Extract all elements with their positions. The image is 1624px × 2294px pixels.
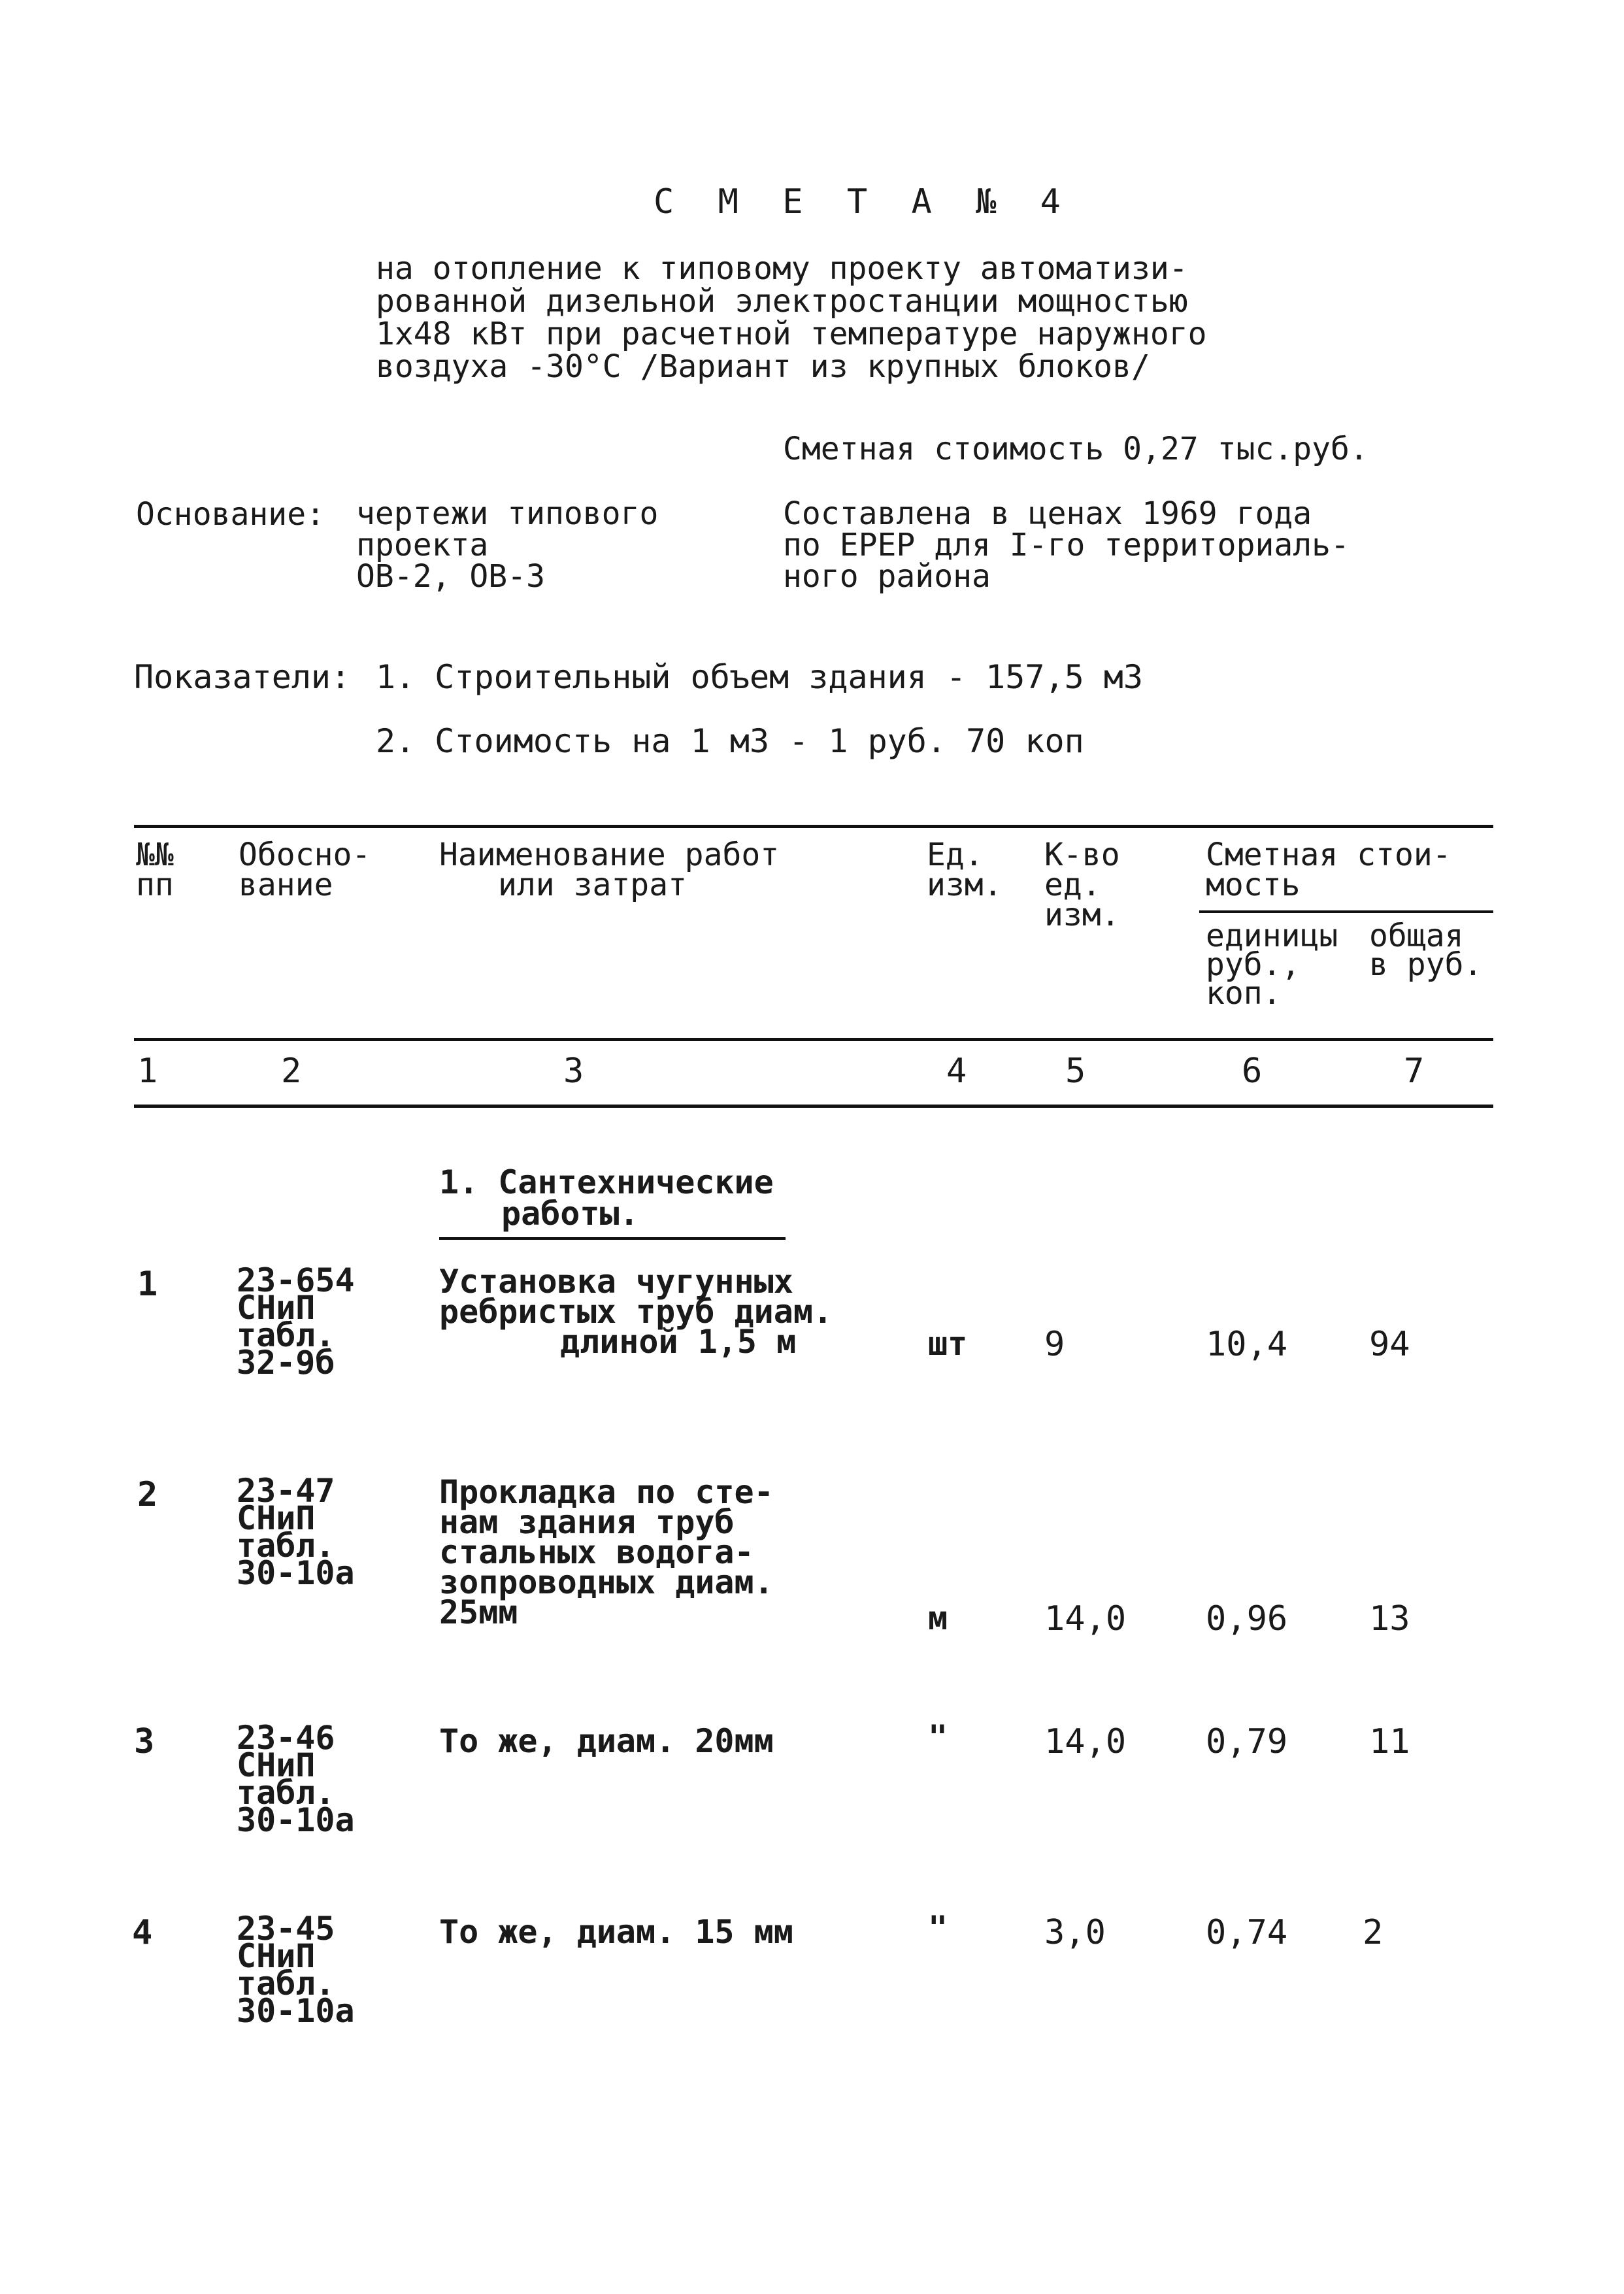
row-unit-cost: 0,96 [1206, 1599, 1288, 1638]
row-qty: 14,0 [1044, 1599, 1127, 1638]
row-unit-cost: 0,74 [1206, 1913, 1288, 1952]
row-num: 1 [137, 1265, 158, 1304]
compiled-line: Составлена в ценах 1969 года [783, 495, 1312, 532]
col-number: 3 [563, 1052, 584, 1091]
row-total: 11 [1369, 1722, 1410, 1761]
col-number: 1 [137, 1052, 158, 1091]
basis-line: табл. [237, 1774, 335, 1812]
row-total: 94 [1369, 1325, 1410, 1364]
row-unit: " [928, 1909, 948, 1947]
row-unit: " [928, 1718, 948, 1756]
subtitle-line: рованной дизельной электростанции мощностью [376, 283, 1188, 320]
row-total: 2 [1363, 1913, 1384, 1952]
header-text: Наименование работ [439, 837, 780, 873]
name-line: длиной 1,5 м [560, 1323, 797, 1361]
header-text: пп [136, 867, 174, 903]
basis-line: СНиП [237, 1499, 316, 1537]
basis-line: ОВ-2, ОВ-3 [356, 558, 545, 595]
row-qty: 3,0 [1044, 1913, 1106, 1952]
header-unit [927, 837, 1003, 903]
compiled-line: ного района [783, 558, 991, 595]
section-title-line: работы. [501, 1195, 639, 1233]
subtitle-line: воздуха -30°С /Вариант из крупных блоков/ [376, 348, 1150, 385]
header-text: изм. [1044, 897, 1120, 933]
basis-line: 30-10а [237, 1801, 355, 1839]
header-unit-cost [1206, 918, 1338, 1012]
header-total [1369, 918, 1483, 983]
row-unit: м [928, 1599, 948, 1637]
basis-line: 23-46 [237, 1719, 335, 1757]
row-num: 2 [137, 1475, 158, 1514]
header-text: изм. [927, 867, 1003, 903]
table-top-rule [134, 825, 1493, 828]
document-title: С М Е Т А № 4 [654, 182, 1072, 222]
header-text: коп. [1206, 975, 1282, 1012]
estimated-cost: Сметная стоимость 0,27 тыс.руб. [783, 431, 1368, 467]
indicator-item: 1. Строительный объем здания - 157,5 м3 [376, 658, 1143, 696]
basis-line: 23-47 [237, 1472, 335, 1510]
row-unit: шт [928, 1325, 968, 1363]
row-basis [237, 1719, 355, 1839]
basis-line: чертежи типового [356, 495, 659, 532]
header-basis [239, 837, 371, 903]
header-text: Обосно- [239, 837, 371, 873]
row-unit-cost: 0,79 [1206, 1722, 1288, 1761]
row-qty: 9 [1044, 1325, 1065, 1364]
compiled-text [783, 495, 1350, 595]
header-text: ед. [1044, 867, 1101, 903]
subtitle-line: на отопление к типовому проекту автоматизи- [376, 250, 1188, 287]
header-text: Сметная стои- [1206, 837, 1451, 873]
basis-line: СНиП [237, 1937, 316, 1975]
indicator-item: 2. Стоимость на 1 м3 - 1 руб. 70 коп [376, 722, 1084, 760]
basis-line: табл. [237, 1527, 335, 1565]
row-num: 4 [132, 1913, 153, 1952]
header-bottom-rule [134, 1038, 1493, 1041]
basis-line: 23-45 [237, 1910, 335, 1948]
basis-line: табл. [237, 1316, 335, 1354]
header-text: руб., [1206, 946, 1301, 983]
basis-line: 23-654 [237, 1261, 355, 1299]
name-line: зопроводных диам. [439, 1563, 774, 1601]
section-title [439, 1163, 774, 1233]
subtitle-line: 1х48 кВт при расчетной температуре наружного [376, 316, 1207, 352]
header-text: мость [1206, 867, 1301, 903]
section-underline [439, 1237, 786, 1240]
header-text: №№ [136, 837, 174, 873]
header-name [439, 837, 780, 903]
header-text: вание [239, 867, 333, 903]
document-subtitle [376, 252, 1207, 383]
header-text: общая [1369, 918, 1464, 954]
name-line: стальных водога- [439, 1533, 754, 1571]
row-basis [237, 1261, 355, 1382]
indicators-label: Показатели: [134, 658, 351, 696]
header-qty [1044, 837, 1120, 933]
row-name: То же, диам. 20мм [439, 1722, 774, 1760]
col-number: 7 [1404, 1052, 1425, 1091]
compiled-line: по ЕРЕР для I-го территориаль- [783, 527, 1350, 563]
name-line: нам здания труб [439, 1503, 735, 1541]
basis-line: табл. [237, 1965, 335, 2003]
row-total: 13 [1369, 1599, 1410, 1638]
row-basis [237, 1910, 355, 2030]
name-line: ребристых труб диам. [439, 1293, 833, 1331]
header-text: единицы [1206, 918, 1338, 954]
basis-line: проекта [356, 527, 489, 563]
basis-text [356, 495, 659, 595]
row-num: 3 [134, 1722, 155, 1761]
basis-line: 30-10а [237, 1554, 355, 1592]
basis-line: СНиП [237, 1746, 316, 1784]
row-name: То же, диам. 15 мм [439, 1913, 793, 1951]
basis-line: 32-9б [237, 1344, 335, 1382]
col-number: 2 [281, 1052, 302, 1091]
name-line: Установка чугунных [439, 1263, 793, 1301]
header-text: или затрат [498, 867, 687, 903]
header-num [136, 837, 174, 903]
col-number: 6 [1242, 1052, 1263, 1091]
col-numbers-rule [134, 1105, 1493, 1108]
section-title-line: 1. Сантехнические [439, 1163, 774, 1201]
header-cost-group [1206, 837, 1451, 903]
header-text: Ед. [927, 837, 984, 873]
header-text: К-во [1044, 837, 1120, 873]
col-number: 5 [1065, 1052, 1086, 1091]
name-line: Прокладка по сте- [439, 1473, 774, 1511]
basis-label: Основание: [136, 496, 325, 533]
row-qty: 14,0 [1044, 1722, 1127, 1761]
row-unit-cost: 10,4 [1206, 1325, 1288, 1364]
row-basis [237, 1472, 355, 1592]
header-text: в руб. [1369, 946, 1483, 983]
col-number: 4 [946, 1052, 967, 1091]
name-line: 25мм [439, 1593, 518, 1631]
cost-group-rule [1199, 910, 1493, 913]
basis-line: 30-10а [237, 1992, 355, 2030]
row-name [439, 1473, 774, 1631]
basis-line: СНиП [237, 1289, 316, 1327]
row-name [439, 1263, 833, 1361]
